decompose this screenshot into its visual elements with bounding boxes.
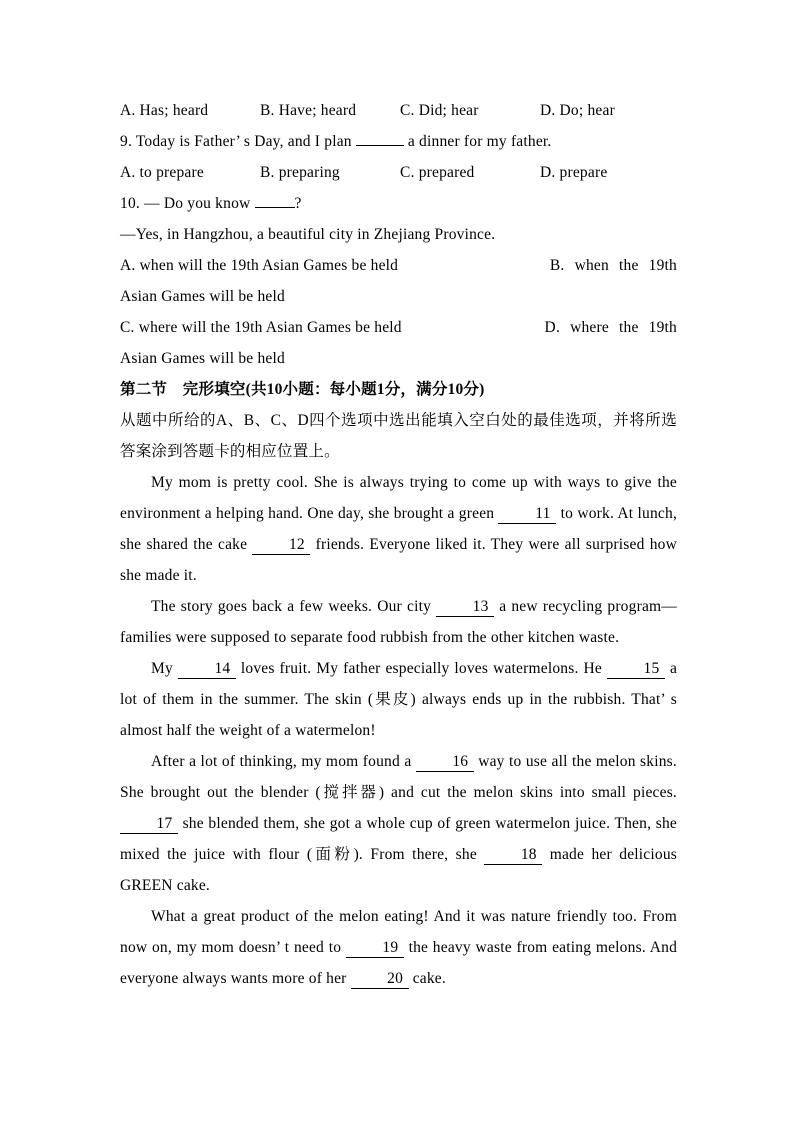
cloze-text: made her delicious GREEN cake. [120, 846, 678, 894]
cloze-text: My mom is pretty cool. She is always trying to come up with ways to give the environment a helping hand. One day, she brought a green [120, 474, 677, 522]
q10-option-b-continued: Asian Games will be held [120, 288, 285, 305]
cloze-paragraph-2 [120, 591, 677, 653]
cloze-blank-17: 17 [120, 814, 178, 834]
cloze-text: loves fruit. My father especially loves watermelons. He [240, 660, 602, 677]
cloze-blank-20: 20 [351, 969, 409, 989]
q10-options-row-ab [120, 250, 677, 281]
q9-options-row [120, 157, 677, 188]
q10-option-c: C. where will the 19th Asian Games be held [120, 319, 402, 336]
q9-option-d: D. prepare [540, 164, 608, 181]
cloze-text: The story goes back a few weeks. Our city [151, 598, 432, 615]
section-heading: 第二节 完形填空(共10小题：每小题1分，满分10分) [120, 381, 485, 398]
question-9 [120, 126, 677, 157]
cloze-paragraph-4 [120, 746, 677, 901]
q8-option-b: B. Have; heard [260, 102, 357, 119]
cloze-text: cake. [412, 970, 446, 987]
question-9-text: 9. Today is Father’ s Day, and I plan [120, 133, 352, 150]
q8-options-row [120, 95, 677, 126]
cloze-blank-13: 13 [436, 597, 494, 617]
question-10 [120, 188, 677, 219]
cloze-text: to work. At lunch, she shared the cake [120, 505, 678, 553]
cloze-text: way to use all the melon skins. She brought out the blender (搅拌器) and cut the melon skins into small pieces. [120, 753, 677, 801]
cloze-text: a new recycling program—families were supposed to separate food rubbish from the other kitchen waste. [120, 598, 677, 646]
q8-option-d: D. Do; hear [540, 102, 615, 119]
cloze-blank-18: 18 [484, 845, 542, 865]
q9-answer-blank [356, 145, 404, 146]
cloze-text: a lot of them in the summer. The skin (果皮) always ends up in the rubbish. That’ s almost half the weight of a watermelon! [120, 660, 678, 739]
cloze-text: After a lot of thinking, my mom found a [151, 753, 412, 770]
cloze-blank-12: 12 [252, 535, 310, 555]
cloze-paragraph-3 [120, 653, 677, 746]
section-instructions: 从题中所给的A、B、C、D四个选项中选出能填入空白处的最佳选项，并将所选答案涂到答题卡的相应位置上。 [120, 412, 677, 460]
question-10-question-mark: ? [294, 195, 302, 212]
question-10-text: 10. — Do you know [120, 195, 251, 212]
cloze-paragraph-5 [120, 901, 677, 994]
question-9-text-end: a dinner for my father. [407, 133, 552, 150]
q10-answer-blank [255, 207, 295, 208]
q9-option-c: C. prepared [400, 164, 475, 181]
cloze-text: friends. Everyone liked it. They were all surprised how she made it. [120, 536, 678, 584]
cloze-blank-14: 14 [178, 659, 236, 679]
q9-option-b: B. preparing [260, 164, 340, 181]
cloze-blank-19: 19 [346, 938, 404, 958]
q8-option-a: A. Has; heard [120, 102, 209, 119]
q9-option-a: A. to prepare [120, 164, 204, 181]
cloze-paragraph-1 [120, 467, 677, 591]
q10-option-b-start: B. when the 19th [549, 257, 677, 274]
cloze-blank-16: 16 [416, 752, 474, 772]
q10-reply-line: —Yes, in Hangzhou, a beautiful city in Zhejiang Province. [120, 226, 496, 243]
cloze-text: the heavy waste from eating melons. And everyone always wants more of her [120, 939, 678, 987]
q10-option-d-start: D. where the 19th [544, 319, 677, 336]
cloze-text: What a great product of the melon eating! And it was nature friendly too. From now on, my mom doesn’ t need to [120, 908, 677, 956]
cloze-text: My [151, 660, 173, 677]
cloze-blank-11: 11 [498, 504, 556, 524]
cloze-text: she blended them, she got a whole cup of green watermelon juice. Then, she mixed the juice with flour (面粉). From there, she [120, 815, 677, 863]
page-content [120, 95, 677, 994]
q10-option-a: A. when will the 19th Asian Games be held [120, 257, 399, 274]
q10-option-d-continued: Asian Games will be held [120, 350, 285, 367]
q8-option-c: C. Did; hear [400, 102, 479, 119]
cloze-blank-15: 15 [607, 659, 665, 679]
q10-options-row-cd [120, 312, 677, 343]
